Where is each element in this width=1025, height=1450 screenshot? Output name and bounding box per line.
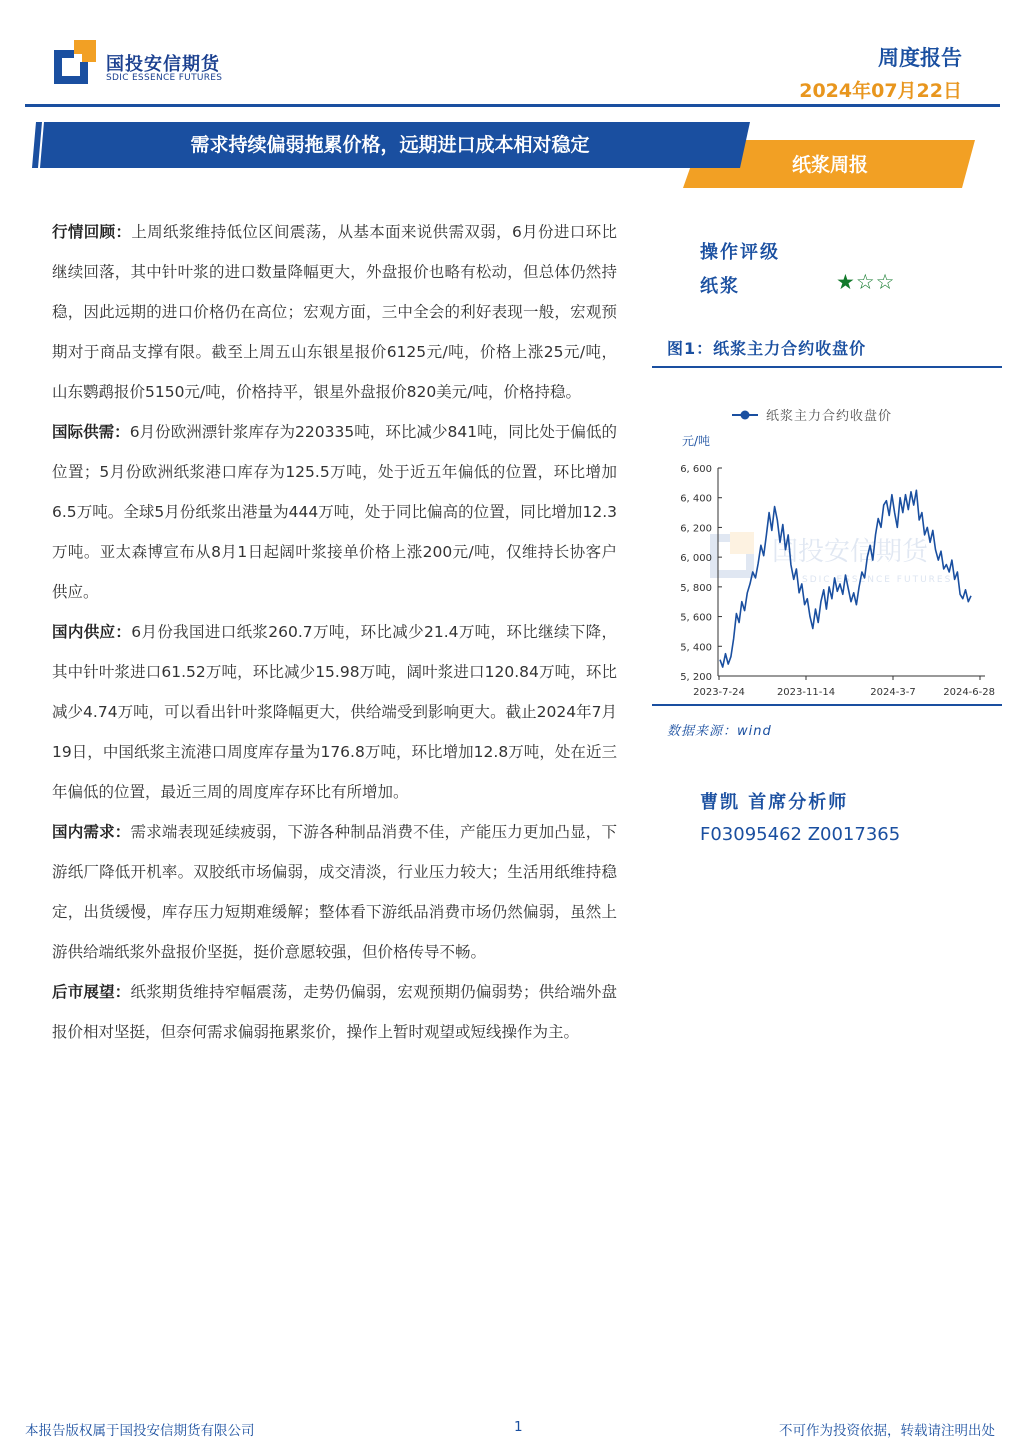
company-logo: [54, 40, 244, 88]
logo-text-en: SDIC ESSENCE FUTURES: [106, 73, 223, 83]
x-tick-label: 2023-11-14: [776, 687, 836, 698]
section-text: 需求端表现延续疲弱，下游各种制品消费不佳，产能压力更加凸显，下游纸厂降低开机率。双胶纸市场偏弱，成交清淡，行业压力较大；生活用纸维持稳定，出货缓慢，库存压力短期难缓解；整体看下游纸品消费市场仍然偏弱，虽然上游供给端纸浆外盘报价坚挺，挺价意愿较强，但价格传导不畅。: [52, 823, 617, 961]
y-axis-label: 元/吨: [682, 434, 711, 448]
section-market-review: [52, 212, 617, 412]
section-international-supply-demand: [52, 412, 617, 612]
y-tick-label: 6, 000: [680, 553, 712, 565]
section-lead: 行情回顾：: [52, 223, 132, 241]
section-domestic-supply: [52, 612, 617, 812]
footer-disclaimer: 不可作为投资依据，转载请注明出处: [779, 1423, 995, 1439]
figure-top-rule: [652, 366, 1002, 368]
banner-tag: 纸浆周报: [791, 154, 868, 176]
x-tick-label: 2024-3-7: [870, 687, 916, 698]
banner-title: 需求持续偏弱拖累价格，远期进口成本相对稳定: [190, 134, 590, 156]
section-text: 纸浆期货维持窄幅震荡，走势仍偏弱，宏观预期仍偏弱势；供给端外盘报价相对坚挺，但奈何需求偏弱拖累浆价，操作上暂时观望或短线操作为主。: [52, 983, 617, 1041]
analyst-name: 曹凯 首席分析师: [700, 792, 849, 813]
rating-stars-icon: ★☆☆: [836, 270, 896, 294]
header-divider: [25, 104, 1000, 107]
section-text: 上周纸浆维持低位区间震荡，从基本面来说供需双弱，6月份进口环比继续回落，其中针叶浆的进口数量降幅更大，外盘报价也略有松动，但总体仍然持稳，因此远期的进口价格仍在高位；宏观方面，三中全会的利好表现一般，宏观预期对于商品支撑有限。截至上周五山东银星报价6125元/吨，价格上涨25元/吨，山东鹦鹉报价5150元/吨，价格持平，银星外盘报价820美元/吨，价格持稳。: [52, 223, 617, 401]
x-tick-label: 2023-7-24: [693, 687, 745, 698]
watermark-text: 国投安信期货: [772, 537, 929, 567]
section-lead: 国内需求：: [52, 823, 131, 841]
rating-title: 操作评级: [700, 242, 780, 263]
banner-accent-edge: [32, 122, 42, 168]
y-tick-label: 6, 400: [680, 493, 712, 505]
logo-text-cn: 国投安信期货: [106, 54, 220, 75]
y-tick-label: 5, 400: [680, 642, 712, 654]
watermark-text-en: SDIC ESSENCE FUTURES: [802, 575, 953, 585]
report-date: 2024年07月22日: [799, 80, 962, 102]
rating-item: 纸浆: [700, 276, 740, 297]
y-tick-label: 5, 600: [680, 612, 712, 624]
section-lead: 国际供需：: [52, 423, 130, 441]
y-tick-label: 5, 800: [680, 582, 712, 594]
section-text: 6月份我国进口纸浆260.7万吨，环比减少21.4万吨，环比继续下降，其中针叶浆进口61.52万吨，环比减少15.98万吨，阔叶浆进口120.84万吨，环比减少4.74万吨，可以看出针叶浆降幅更大，供给端受到影响更大。截止2024年7月19日，中国纸浆主流港口周度库存量为176.8万吨，环比增加12.8万吨，处在近三年偏低的位置，最近三周的周度库存环比有所增加。: [52, 623, 617, 801]
price-chart: [652, 372, 1002, 702]
y-tick-label: 6, 200: [680, 523, 712, 535]
footer-copyright: 本报告版权属于国投安信期货有限公司: [25, 1423, 255, 1439]
figure-title: 图1：纸浆主力合约收盘价: [667, 339, 867, 358]
y-tick-label: 6, 600: [680, 464, 712, 475]
section-lead: 国内供应：: [52, 623, 132, 641]
section-text: 6月份欧洲漂针浆库存为220335吨，环比减少841吨，同比处于偏低的位置；5月份欧洲纸浆港口库存为125.5万吨，处于近五年偏低的位置，环比增加6.5万吨。全球5月份纸浆出港量为444万吨，处于同比偏高的位置，同比增加12.3万吨。亚太森博宣布从8月1日起阔叶浆接单价格上涨200元/吨，仅维持长协客户供应。: [52, 423, 617, 601]
report-body: [52, 212, 617, 1052]
section-lead: 后市展望：: [52, 983, 131, 1001]
legend-label: 纸浆主力合约收盘价: [766, 409, 893, 424]
y-tick-label: 5, 200: [680, 672, 712, 683]
x-tick-label: 2024-6-28: [943, 687, 995, 698]
report-type: 周度报告: [878, 46, 962, 70]
section-domestic-demand: [52, 812, 617, 972]
page-number: 1: [514, 1419, 523, 1435]
data-source: 数据来源：wind: [667, 724, 772, 739]
legend-marker: [741, 411, 750, 420]
logo-mark-icon: [54, 40, 98, 84]
figure-bottom-rule: [652, 704, 1002, 706]
analyst-license: F03095462 Z0017365: [700, 824, 901, 845]
watermark: [710, 532, 754, 578]
section-outlook: [52, 972, 617, 1052]
